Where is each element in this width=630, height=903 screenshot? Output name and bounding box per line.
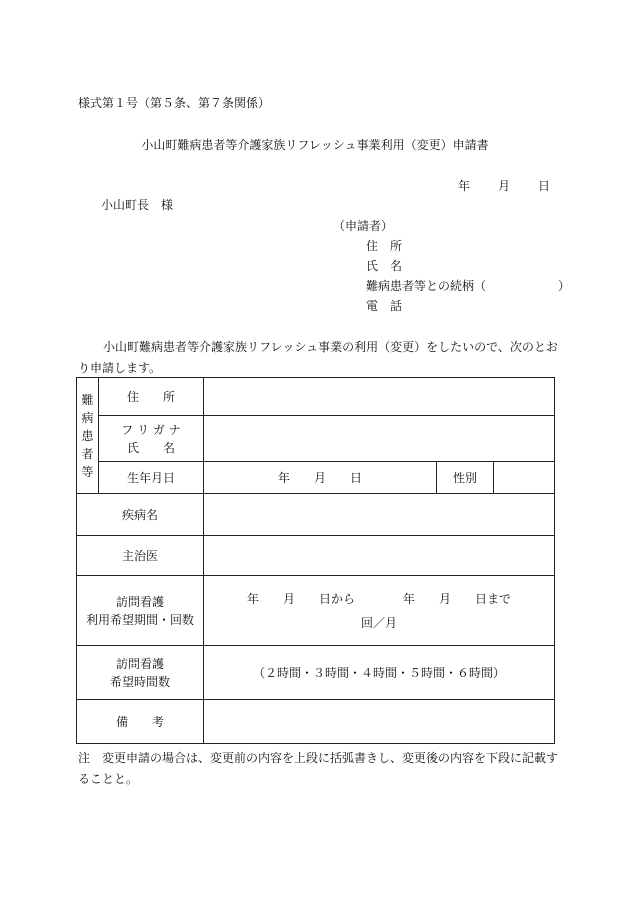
applicant-label: （申請者） bbox=[333, 219, 394, 233]
applicant-phone-label: 電 話 bbox=[366, 299, 403, 313]
address-label: 住 所 bbox=[99, 378, 204, 416]
date-day: 日 bbox=[538, 179, 551, 193]
body-text: 小山町難病患者等介護家族リフレッシュ事業の利用（変更）をしたいので、次のとおり申請します。 bbox=[78, 340, 558, 375]
applicant-address-label: 住 所 bbox=[366, 239, 403, 253]
remarks-field[interactable] bbox=[204, 700, 555, 744]
furigana-label: フ リ ガ ナ bbox=[121, 422, 181, 437]
applicant-relation-label: 難病患者等との続柄（ ） bbox=[366, 279, 571, 293]
name-text: 氏 名 bbox=[126, 440, 175, 455]
document-title: 小山町難病患者等介護家族リフレッシュ事業利用（変更）申請書 bbox=[141, 138, 489, 152]
disease-label: 疾病名 bbox=[77, 494, 204, 536]
applicant-name-label: 氏 名 bbox=[366, 259, 403, 273]
date-line bbox=[458, 180, 550, 192]
form-number: 様式第１号（第５条、第７条関係） bbox=[78, 96, 271, 110]
application-table bbox=[76, 377, 555, 744]
name-field[interactable] bbox=[204, 416, 555, 462]
patient-label: 難 病 患 者 等 bbox=[77, 378, 99, 494]
address-field[interactable] bbox=[204, 378, 555, 416]
date-month: 月 bbox=[498, 179, 511, 193]
gender-field[interactable] bbox=[494, 462, 555, 494]
disease-field[interactable] bbox=[204, 494, 555, 536]
birthdate-label: 生年月日 bbox=[99, 462, 204, 494]
gender-label: 性別 bbox=[437, 462, 494, 494]
doctor-label: 主治医 bbox=[77, 536, 204, 576]
visit-period-label: 訪問看護 利用希望期間・回数 bbox=[77, 576, 204, 646]
visit-hours-label: 訪問看護 希望時間数 bbox=[77, 646, 204, 700]
doctor-field[interactable] bbox=[204, 536, 555, 576]
date-year: 年 bbox=[458, 179, 471, 193]
remarks-label: 備 考 bbox=[77, 700, 204, 744]
birthdate-field[interactable]: 年 月 日 bbox=[204, 462, 437, 494]
addressee: 小山町長 様 bbox=[101, 198, 174, 212]
visit-period-field[interactable]: 年 月 日から 年 月 日まで 回／月 bbox=[204, 576, 555, 646]
visit-hours-field[interactable]: （２時間・３時間・４時間・５時間・６時間） bbox=[204, 646, 555, 700]
name-label bbox=[99, 416, 204, 462]
note-text: 注 変更申請の場合は、変更前の内容を上段に括弧書きし、変更後の内容を下段に記載することと。 bbox=[78, 751, 559, 786]
